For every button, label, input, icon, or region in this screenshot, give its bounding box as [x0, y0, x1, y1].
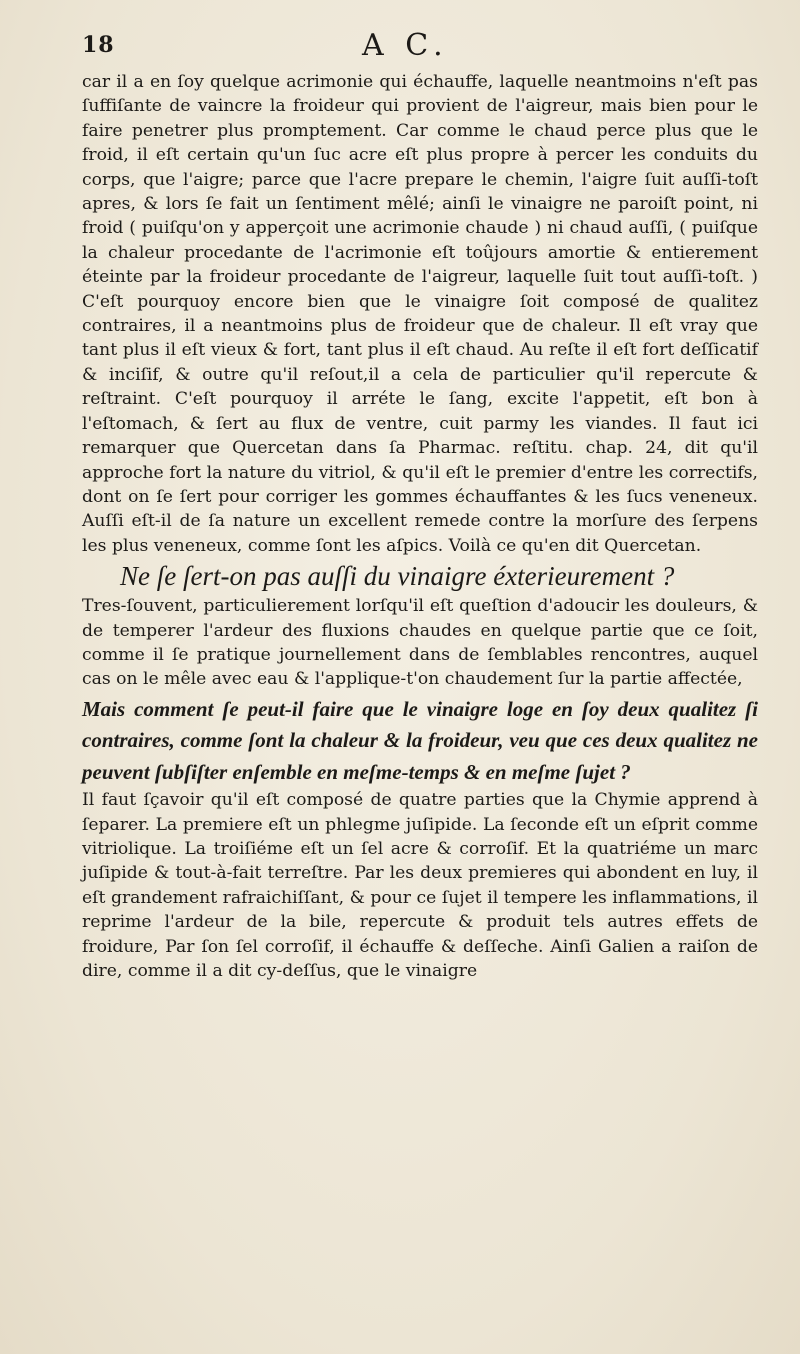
running-head: A C. [362, 28, 449, 63]
question-heading-external-use: Ne ſe ſert-on pas auſſi du vinaigre éxterieurement ? [120, 561, 675, 592]
page-number: 18 [82, 32, 115, 58]
page-header [82, 28, 740, 68]
paragraph-four-parts: Il faut ſçavoir qu'il eſt composé de quatre parties que la Chymie apprend à ſeparer. La premiere eſt un phlegme juſipide. La ſeconde eſt un eſprit comme vitriolique. La troiſiéme eſt un ſel acre & corroſif. Et la quatriéme un marc juſipide & tout-à-fait terreſtre. Par les deux premieres qui abondent en luy, il eſt grandement rafraichiſſant, & pour ce ſujet il tempere les inflammations, il reprime l'ardeur de la bile, repercute & produit tels autres effets de froidure, Par ſon ſel corroſif, il échauffe & deſſeche. Ainſi Galien a raiſon de dire, comme il a dit cy-deſſus, que le vinaigre [82, 790, 758, 982]
question-contrary-qualities: Mais comment ſe peut-il faire que le vinaigre loge en ſoy deux qualitez ſi contraires, comme ſont la chaleur & la froideur, veu que ces deux qualitez ne peuvent ſubſiſter enſemble en meſme-temps & en meſme ſujet ? [82, 696, 758, 784]
paragraph-external-use: Tres-ſouvent, particulierement lorſqu'il eſt queſtion d'adoucir les douleurs, & de temperer l'ardeur des fluxions chaudes en quelque partie que ce ſoit, comme il ſe pratique journellement dans de ſemblables rencontres, auquel cas on le mêle avec eau & l'applique-t'on chaudement ſur la partie affectée, [82, 596, 758, 690]
paragraph-vinegar-properties: car il a en ſoy quelque acrimonie qui échauffe, laquelle neantmoins n'eſt pas ſuffiſante de vaincre la froideur qui provient de l'aigreur, mais bien pour le faire penetrer plus promptement. Car comme le chaud perce plus que le froid, il eſt certain qu'un ſuc acre eſt plus propre à percer les conduits du corps, que l'aigre; parce que l'acre prepare le chemin, l'aigre ſuit auſſi-toſt apres, & lors ſe fait un ſentiment mêlé; ainſi le vinaigre ne paroiſt point, ni froid ( puiſqu'on y apperçoit une acrimonie chaude ) ni chaud auſſi, ( puiſque la chaleur procedante de l'acrimonie eſt toûjours amortie & entierement éteinte par la froideur procedante de l'aigreur, laquelle ſuit tout auſſi-toſt. ) C'eſt pourquoy encore bien que le vinaigre ſoit composé de qualitez contraires, il a neantmoins plus de froideur que de chaleur. Il eſt vray que tant plus il eſt vieux & fort, tant plus il eſt chaud. Au reſte il eſt fort deſſicatif & inciſif, & outre qu'il reſout,il a cela de particulier qu'il repercute & reſtraint. C'eſt pourquoy il arréte le ſang, excite l'appetit, eſt bon à l'eſtomach, & ſert au flux de ventre, cuit parmy les viandes. Il faut ici remarquer que Quercetan dans ſa Pharmac. reſtitu. chap. 24, dit qu'il approche fort la nature du vitriol, & qu'il eſt le premier d'entre les correctifs, dont on ſe ſert pour corriger les gommes échauffantes & les ſucs veneneux. Auſſi eſt-il de ſa nature un excellent remede contre la morſure des ſerpens les plus veneneux, comme ſont les aſpics. Voilà ce qu'en dit Quercetan. [82, 72, 758, 556]
page-body [82, 70, 758, 984]
